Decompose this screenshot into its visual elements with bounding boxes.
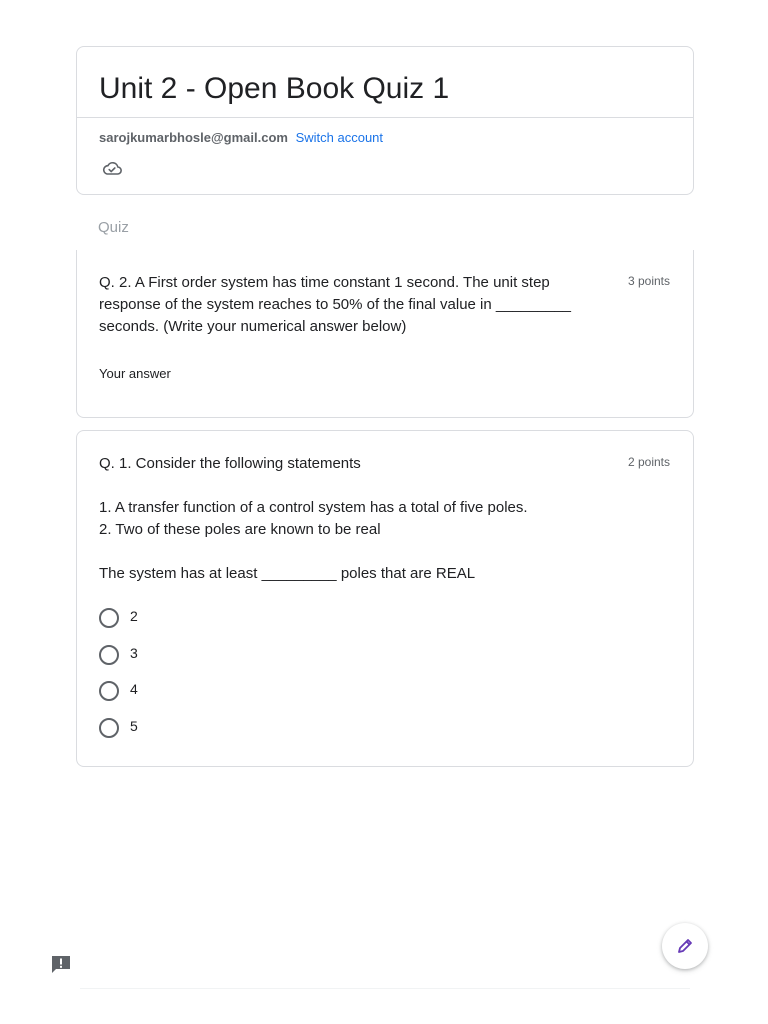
radio-button[interactable] — [99, 645, 119, 665]
answer-text-input[interactable]: Your answer — [99, 366, 171, 381]
question-card — [76, 250, 694, 418]
option-label: 2 — [130, 608, 138, 624]
statement-text: 1. A transfer function of a control system has a total of five poles. — [99, 499, 528, 516]
form-header-card — [76, 46, 694, 195]
question-points: 2 points — [627, 455, 670, 469]
question-points: 3 points — [627, 274, 670, 288]
footer-divider — [80, 988, 690, 989]
header-divider — [77, 117, 693, 118]
form-title: Unit 2 - Open Book Quiz 1 — [99, 72, 450, 105]
edit-button[interactable] — [662, 923, 708, 969]
account-row — [99, 129, 383, 147]
question-description — [99, 497, 619, 585]
option-label: 3 — [130, 644, 138, 661]
feedback-icon[interactable] — [50, 954, 72, 974]
section-label: Quiz — [98, 219, 129, 236]
question-card — [76, 430, 694, 767]
radio-button[interactable] — [99, 718, 119, 738]
cloud-check-icon — [101, 160, 123, 178]
radio-button[interactable] — [99, 681, 119, 701]
pencil-icon — [675, 936, 695, 956]
radio-button[interactable] — [99, 608, 119, 628]
account-email: sarojkumarbhosle@gmail.com — [99, 130, 288, 145]
switch-account-link[interactable]: Switch account — [295, 130, 384, 145]
question-text: Q. 2. A First order system has time constant 1 second. The unit step response of the system reaches to 50% of the final value in _________ seconds. (Write your numerical answer below) — [99, 274, 571, 335]
option-label: 4 — [130, 681, 138, 697]
option-label: 5 — [130, 717, 138, 734]
question-prompt: The system has at least _________ poles that are REAL — [99, 565, 476, 582]
question-text: Q. 1. Consider the following statements — [99, 455, 361, 472]
statement-text: 2. Two of these poles are known to be real — [99, 521, 381, 538]
